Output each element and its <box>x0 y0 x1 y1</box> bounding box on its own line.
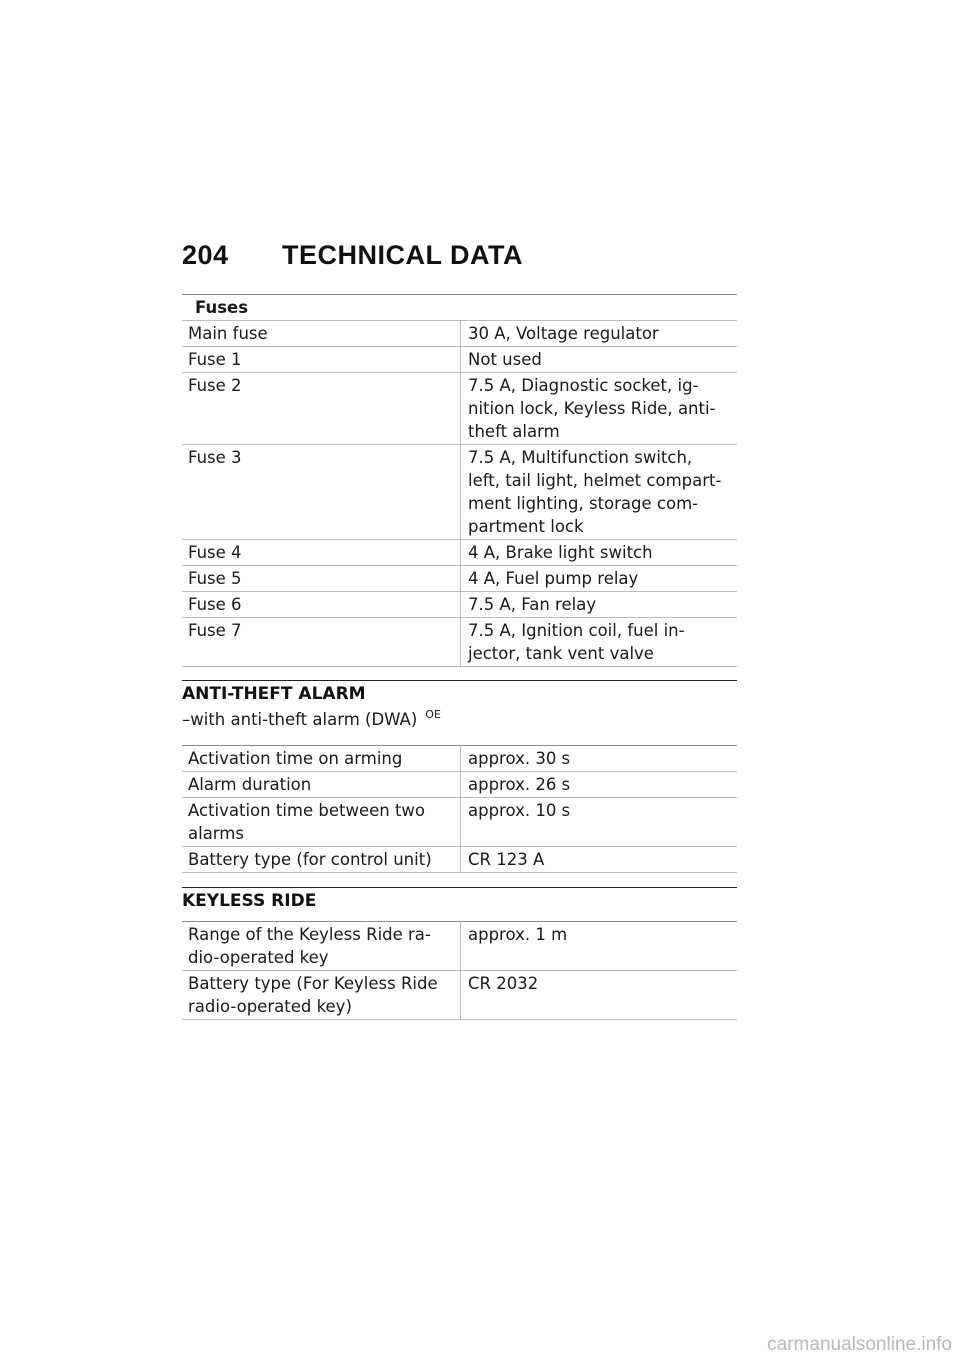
table-row <box>182 746 737 772</box>
page-title: TECHNICAL DATA <box>282 240 523 270</box>
row-value: Not used <box>461 347 738 373</box>
watermark: carmanualsonline.info <box>767 1334 952 1355</box>
page-number: 204 <box>182 240 229 270</box>
table-row <box>182 798 737 847</box>
table-row <box>182 592 737 618</box>
table-row <box>182 566 737 592</box>
oe-superscript: OE <box>425 708 441 721</box>
table-row <box>182 618 737 667</box>
table-row <box>182 373 737 445</box>
row-label: Fuse 7 <box>182 618 461 667</box>
row-value: approx. 30 s <box>461 746 738 772</box>
fuses-table <box>182 294 737 667</box>
row-value: approx. 10 s <box>461 798 738 847</box>
row-label: Activation time between two alarms <box>182 798 461 847</box>
row-value: 30 A, Voltage regulator <box>461 321 738 347</box>
page-header <box>182 240 523 271</box>
row-label: Main fuse <box>182 321 461 347</box>
row-label: Fuse 4 <box>182 540 461 566</box>
row-label: Fuse 2 <box>182 373 461 445</box>
row-label: Fuse 1 <box>182 347 461 373</box>
row-label: Fuse 5 <box>182 566 461 592</box>
anti-theft-table <box>182 745 737 873</box>
table-row <box>182 321 737 347</box>
anti-theft-section <box>182 745 737 873</box>
row-value: 7.5 A, Multifunction switch, left, tail light, helmet compart- ment lighting, storage com- partment lock <box>461 445 738 540</box>
row-value: approx. 1 m <box>461 922 738 971</box>
keyless-section <box>182 921 737 1020</box>
row-label: Fuse 3 <box>182 445 461 540</box>
table-row <box>182 445 737 540</box>
row-label: Fuse 6 <box>182 592 461 618</box>
anti-theft-note <box>182 710 441 729</box>
row-value: 7.5 A, Fan relay <box>461 592 738 618</box>
row-value: approx. 26 s <box>461 772 738 798</box>
row-label: Activation time on arming <box>182 746 461 772</box>
table-row <box>182 971 737 1020</box>
row-value: CR 2032 <box>461 971 738 1020</box>
row-value: 7.5 A, Diagnostic socket, ig- nition lock, Keyless Ride, anti- theft alarm <box>461 373 738 445</box>
table-row <box>182 540 737 566</box>
anti-theft-title: ANTI-THEFT ALARM <box>182 680 737 704</box>
table-row <box>182 922 737 971</box>
fuses-heading: Fuses <box>182 295 737 321</box>
row-label: Battery type (for control unit) <box>182 847 461 873</box>
row-label: Range of the Keyless Ride ra- dio-operated key <box>182 922 461 971</box>
row-label: Battery type (For Keyless Ride radio-operated key) <box>182 971 461 1020</box>
table-row <box>182 772 737 798</box>
row-value: 4 A, Fuel pump relay <box>461 566 738 592</box>
table-row <box>182 847 737 873</box>
keyless-table <box>182 921 737 1020</box>
fuses-section <box>182 294 737 667</box>
row-value: 7.5 A, Ignition coil, fuel in- jector, tank vent valve <box>461 618 738 667</box>
row-value: 4 A, Brake light switch <box>461 540 738 566</box>
table-row <box>182 347 737 373</box>
keyless-title: KEYLESS RIDE <box>182 887 737 911</box>
row-label: Alarm duration <box>182 772 461 798</box>
anti-theft-note-text: –with anti-theft alarm (DWA) <box>182 710 418 729</box>
row-value: CR 123 A <box>461 847 738 873</box>
